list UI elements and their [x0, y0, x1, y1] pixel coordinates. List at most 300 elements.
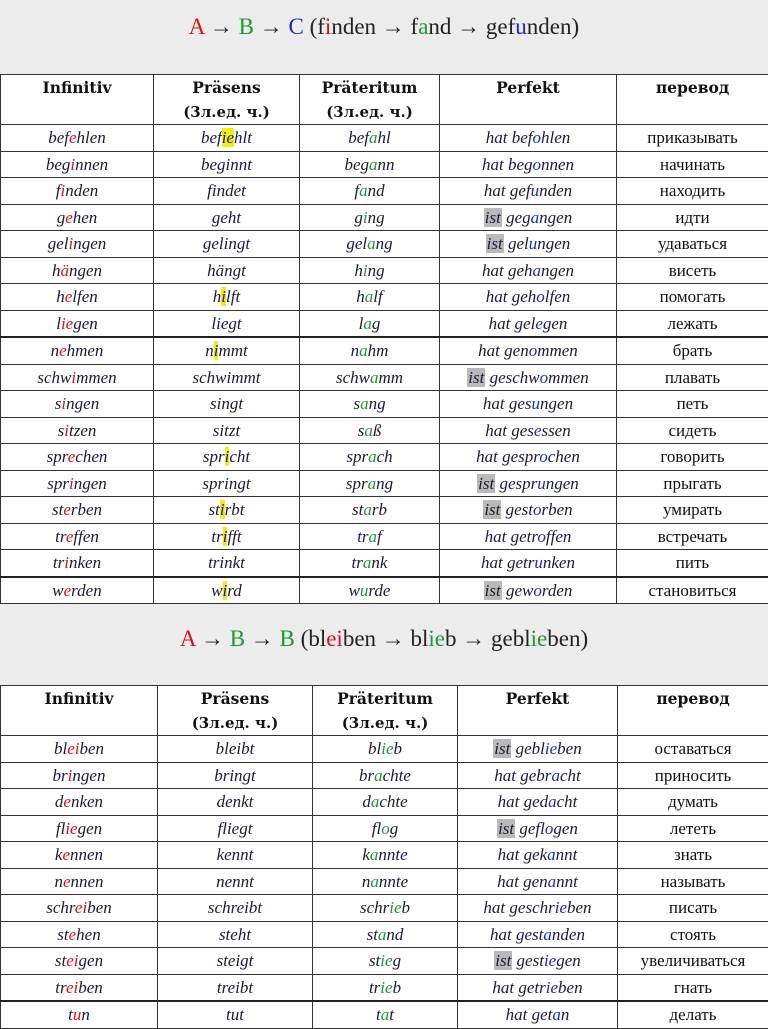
stem-start: gef [510, 181, 531, 200]
cell-perfekt [458, 868, 618, 895]
paren-close: ) [572, 14, 580, 39]
cell-perfekt [458, 974, 618, 1001]
stem-end: ng [376, 474, 393, 493]
label-a: A [180, 626, 195, 651]
stem-vowel: e [69, 925, 77, 944]
cell-praesens [154, 444, 300, 471]
stem-end: f [377, 527, 382, 546]
stem-start: beg [344, 155, 369, 174]
cell-perfekt [458, 895, 618, 922]
stem-vowel: a [368, 474, 377, 493]
auxiliary-verb: hat [483, 394, 505, 413]
stem-start: gest [506, 500, 533, 519]
cell-praeteritum [313, 842, 458, 869]
stem-end: t [389, 1005, 394, 1024]
stem-start: get [532, 1005, 553, 1024]
stem-start: d [362, 792, 371, 811]
stem-start: spr [346, 474, 368, 493]
auxiliary-verb: hat [482, 155, 504, 174]
stem-vowel: o [537, 527, 546, 546]
stem-vowel: e [63, 792, 71, 811]
stem-end: ben [87, 898, 112, 917]
stem-vowel: a [359, 341, 368, 360]
cell-praeteritum [313, 948, 458, 975]
stem-end: ben [557, 739, 582, 758]
cell-perfekt [440, 284, 617, 311]
stem-end: mmen [76, 368, 117, 387]
arrow: → [451, 14, 486, 39]
stem-vowel: i [223, 581, 228, 600]
cell-perevod: брать [617, 337, 768, 364]
table-row [1, 178, 768, 205]
stem-end: ngen [546, 474, 579, 493]
auxiliary-verb: hat [482, 261, 504, 280]
stem-vowel: u [534, 553, 543, 572]
stem-start: gebr [520, 766, 551, 785]
stem-vowel: ie [380, 951, 392, 970]
stem-vowel: ie [389, 898, 401, 917]
paren-open: ( [295, 626, 308, 651]
example-word-2: fand [411, 14, 452, 39]
auxiliary-verb: hat [498, 845, 520, 864]
cell-praesens [158, 948, 313, 975]
stem-vowel: u [529, 234, 538, 253]
stem-start: geh [512, 287, 537, 306]
section-title-abc [0, 14, 768, 40]
stem-start: gest [516, 925, 543, 944]
col-perevod: перевод [618, 686, 768, 736]
arrow: → [254, 14, 289, 39]
cell-praesens [158, 762, 313, 789]
cell-praesens [154, 550, 300, 577]
stem-vowel: ei [67, 739, 79, 758]
stem-start: n [54, 872, 63, 891]
cell-infinitiv [1, 842, 158, 869]
stem-vowel: i [61, 394, 66, 413]
stem-vowel: a [370, 845, 379, 864]
auxiliary-verb: hat [492, 978, 514, 997]
cell-perevod: становиться [617, 577, 768, 604]
example-word-2: blieb [411, 626, 457, 651]
stem-vowel: a [551, 766, 560, 785]
stem-vowel: o [533, 581, 542, 600]
stem-end: ng [368, 261, 385, 280]
stem-end: nden [552, 925, 585, 944]
cell-praeteritum [300, 178, 440, 205]
stem-vowel: ie [65, 819, 77, 838]
stem-start: gest [517, 951, 544, 970]
stem-start: bringt [214, 766, 256, 785]
col-perfekt: Perfekt [440, 75, 617, 125]
table-row [1, 204, 768, 231]
cell-perevod: начинать [617, 151, 768, 178]
stem-end: chen [548, 447, 580, 466]
stem-start: t [68, 1005, 73, 1024]
cell-praeteritum [313, 789, 458, 816]
cell-praeteritum [300, 417, 440, 444]
table-row [1, 815, 768, 842]
cell-praesens [154, 497, 300, 524]
stem-end: ngen [69, 261, 102, 280]
table-row [1, 444, 768, 471]
stem-start: tr [357, 527, 368, 546]
stem-start: treibt [217, 978, 253, 997]
stem-vowel: o [533, 500, 542, 519]
stem-start: st [209, 500, 220, 519]
cell-perevod: приказывать [617, 125, 768, 152]
stem-vowel: ie [216, 314, 228, 333]
section-title-abb [0, 626, 768, 652]
cell-praeteritum [313, 762, 458, 789]
cell-infinitiv [1, 497, 154, 524]
cell-praeteritum [300, 151, 440, 178]
table-body [1, 125, 768, 604]
stem-vowel: a [367, 234, 376, 253]
stem-start: tr [55, 978, 66, 997]
stem-end: ngen [537, 234, 570, 253]
cell-infinitiv [1, 364, 154, 391]
auxiliary-verb: ist [494, 951, 512, 970]
cell-praeteritum [300, 391, 440, 418]
stem-end: ß [373, 421, 382, 440]
auxiliary-verb: hat [494, 766, 516, 785]
stem-start: gebl [516, 739, 545, 758]
stem-end: cht [229, 447, 250, 466]
table-row [1, 974, 768, 1001]
stem-vowel: o [539, 447, 548, 466]
cell-perevod: знать [618, 842, 768, 869]
stem-end: chte [383, 766, 411, 785]
stem-start: ged [524, 792, 549, 811]
table-row [1, 125, 768, 152]
cell-perfekt [440, 417, 617, 444]
stem-end: hm [368, 341, 389, 360]
cell-perfekt [458, 842, 618, 869]
cell-praeteritum [313, 974, 458, 1001]
stem-start: spr [203, 447, 225, 466]
stem-start: schr [360, 898, 389, 917]
auxiliary-verb: ist [467, 368, 485, 387]
cell-praesens [154, 125, 300, 152]
stem-vowel: o [381, 819, 390, 838]
stem-start: l [211, 314, 216, 333]
cell-perevod: оставаться [618, 736, 768, 763]
stem-vowel: ä [60, 261, 69, 280]
cell-infinitiv [1, 310, 154, 337]
cell-praesens [154, 523, 300, 550]
stem-start: s [358, 421, 365, 440]
stem-vowel: a [543, 925, 552, 944]
stem-start: geschr [509, 898, 554, 917]
stem-start: n [205, 341, 214, 360]
stem-vowel: i [60, 181, 65, 200]
stem-end: nnte [379, 872, 408, 891]
cell-praeteritum [300, 497, 440, 524]
cell-praeteritum [300, 470, 440, 497]
stem-end: hlen [77, 128, 106, 147]
cell-perfekt [458, 736, 618, 763]
auxiliary-verb: hat [489, 314, 511, 333]
stem-end: rbt [225, 500, 245, 519]
table-body [1, 736, 768, 1029]
stem-end: ben [558, 978, 583, 997]
stem-vowel: a [531, 208, 540, 227]
stem-end: nden [539, 181, 572, 200]
table-row [1, 391, 768, 418]
cell-praesens [158, 868, 313, 895]
stem-start: w [52, 581, 63, 600]
table-row [1, 789, 768, 816]
stem-vowel: a [363, 314, 372, 333]
col-praeteritum: Präteritum (3л.ед. ч.) [313, 686, 458, 736]
cell-praeteritum [300, 284, 440, 311]
cell-infinitiv [1, 204, 154, 231]
cell-praesens [154, 151, 300, 178]
auxiliary-verb: hat [498, 792, 520, 811]
auxiliary-verb: ist [493, 739, 511, 758]
stem-vowel: u [73, 1005, 82, 1024]
stem-end: ngen [540, 394, 573, 413]
cell-praesens [158, 895, 313, 922]
stem-end: ben [567, 898, 592, 917]
stem-vowel: a [363, 553, 372, 572]
stem-vowel: e [64, 581, 72, 600]
cell-infinitiv [1, 577, 154, 604]
stem-start: spr [202, 474, 224, 493]
stem-end: lfen [72, 287, 98, 306]
auxiliary-verb: ist [477, 474, 495, 493]
stem-end: lfen [545, 287, 571, 306]
stem-vowel: e [220, 208, 228, 227]
stem-end: rde [368, 581, 390, 600]
stem-end: gen [78, 819, 103, 838]
auxiliary-verb: hat [483, 898, 505, 917]
stem-start: h [52, 261, 61, 280]
stem-start: gel [48, 234, 69, 253]
stem-vowel: e [66, 527, 74, 546]
stem-start: gew [506, 581, 533, 600]
stem-end: nk [371, 553, 387, 572]
table-row [1, 842, 768, 869]
stem-vowel: a [547, 845, 556, 864]
stem-vowel: e [59, 341, 67, 360]
cell-perfekt [440, 231, 617, 258]
cell-praeteritum [300, 444, 440, 471]
stem-start: bleibt [216, 739, 255, 758]
stem-end: nd [386, 925, 403, 944]
cell-perfekt [440, 497, 617, 524]
stem-vowel: i [217, 394, 222, 413]
arrow: → [457, 626, 492, 651]
example-word-3: geblieben [491, 626, 580, 651]
label-b: B [280, 626, 295, 651]
stem-vowel: a [548, 792, 557, 811]
label-a: A [189, 14, 204, 39]
cell-praeteritum [300, 550, 440, 577]
cell-perfekt [440, 257, 617, 284]
stem-start: spr [346, 447, 368, 466]
cell-praesens [154, 391, 300, 418]
stem-start: bef [48, 128, 69, 147]
stem-vowel: u [537, 474, 546, 493]
stem-end: n [561, 1005, 570, 1024]
stem-start: h [354, 261, 363, 280]
stem-start: k [55, 845, 63, 864]
cell-perfekt [458, 815, 618, 842]
stem-start: schw [37, 368, 71, 387]
cell-praeteritum [300, 125, 440, 152]
cell-praesens [154, 337, 300, 364]
cell-praesens [158, 921, 313, 948]
stem-start: g [57, 208, 66, 227]
example-word-3: gefunden [486, 14, 572, 39]
auxiliary-verb: hat [481, 553, 503, 572]
cell-perevod: находить [617, 178, 768, 205]
stem-end: hmen [67, 341, 104, 360]
stem-start: fl [56, 819, 65, 838]
auxiliary-verb: hat [476, 447, 498, 466]
cell-perevod: пить [617, 550, 768, 577]
stem-vowel: a [548, 872, 557, 891]
stem-end: nkt [224, 553, 245, 572]
auxiliary-verb: hat [485, 527, 507, 546]
stem-vowel: i [224, 234, 229, 253]
cell-perfekt [458, 762, 618, 789]
stem-end: fft [227, 527, 241, 546]
stem-start: s [353, 394, 360, 413]
stem-start: kennt [217, 845, 254, 864]
stem-start: st [55, 951, 66, 970]
cell-infinitiv [1, 337, 154, 364]
stem-start: beg [46, 155, 71, 174]
stem-start: gel [346, 234, 367, 253]
cell-praesens [154, 577, 300, 604]
stem-vowel: ie [222, 128, 234, 147]
cell-perfekt [440, 577, 617, 604]
stem-start: tr [208, 553, 219, 572]
stem-vowel: i [219, 553, 224, 572]
stem-vowel: e [65, 208, 73, 227]
cell-infinitiv [1, 868, 158, 895]
stem-vowel: i [225, 447, 230, 466]
stem-start: bef [201, 128, 222, 147]
cell-perfekt [458, 921, 618, 948]
stem-end: nn [378, 155, 395, 174]
stem-end: rben [71, 500, 102, 519]
stem-start: g [212, 208, 221, 227]
stem-vowel: i [214, 341, 219, 360]
stem-start: gel [515, 314, 536, 333]
stem-end: b [402, 898, 411, 917]
cell-praeteritum [300, 231, 440, 258]
stem-start: getr [511, 527, 538, 546]
stem-start: h [356, 287, 365, 306]
stem-start: w [211, 581, 222, 600]
cell-perevod: стоять [618, 921, 768, 948]
cell-praesens [154, 364, 300, 391]
stem-end: tzt [224, 421, 240, 440]
stem-start: t [376, 1005, 381, 1024]
stem-vowel: a [368, 447, 377, 466]
table-row [1, 895, 768, 922]
stem-vowel: i [220, 500, 225, 519]
stem-vowel: i [212, 181, 217, 200]
cell-perevod: удаваться [617, 231, 768, 258]
cell-perevod: гнать [618, 974, 768, 1001]
cell-perfekt [458, 789, 618, 816]
cell-infinitiv [1, 736, 158, 763]
cell-infinitiv [1, 762, 158, 789]
stem-start: gespr [499, 474, 537, 493]
cell-infinitiv [1, 470, 154, 497]
table-row [1, 417, 768, 444]
stem-vowel: u [532, 394, 541, 413]
table-row [1, 921, 768, 948]
stem-start: st [52, 500, 63, 519]
stem-start: k [362, 845, 370, 864]
stem-end: lf [373, 287, 382, 306]
stem-start: l [56, 314, 61, 333]
stem-vowel: e [534, 421, 542, 440]
stem-end: nnen [71, 872, 104, 891]
col-praeteritum: Präteritum (3л.ед. ч.) [300, 75, 440, 125]
cell-perfekt [440, 364, 617, 391]
col-perfekt: Perfekt [458, 686, 618, 736]
stem-end: hl [378, 128, 391, 147]
stem-end: ht [228, 208, 241, 227]
label-b: B [230, 626, 245, 651]
stem-end: hlt [234, 128, 252, 147]
cell-perevod: петь [617, 391, 768, 418]
example-word-1: finden [317, 14, 376, 39]
stem-vowel: i [363, 261, 368, 280]
stem-start: st [369, 951, 380, 970]
stem-end: mmt [231, 368, 260, 387]
stem-vowel: ei [66, 978, 78, 997]
stem-end: ngen [539, 208, 572, 227]
stem-start: gek [524, 845, 548, 864]
auxiliary-verb: ist [483, 500, 501, 519]
stem-start: beg [508, 155, 533, 174]
stem-start: s [210, 394, 217, 413]
cell-infinitiv [1, 948, 158, 975]
stem-end: nnen [75, 155, 108, 174]
stem-end: ngen [66, 394, 99, 413]
stem-start: f [207, 181, 212, 200]
stem-end: cht [557, 792, 578, 811]
stem-start: bl [368, 739, 381, 758]
table-row [1, 868, 768, 895]
stem-start: denkt [217, 792, 254, 811]
stem-start: gen [523, 872, 548, 891]
stem-end: nnen [70, 845, 103, 864]
table-row [1, 337, 768, 364]
auxiliary-verb: hat [506, 1005, 528, 1024]
stem-end: ngt [229, 474, 251, 493]
auxiliary-verb: hat [485, 421, 507, 440]
cell-praeteritum [300, 523, 440, 550]
cell-praeteritum [313, 921, 458, 948]
stem-vowel: e [65, 287, 73, 306]
stem-start: gefl [519, 819, 545, 838]
stem-end: tzen [69, 421, 96, 440]
cell-praesens [154, 417, 300, 444]
stem-vowel: i [219, 421, 224, 440]
stem-end: rden [71, 581, 102, 600]
cell-perevod: лежать [617, 310, 768, 337]
table-row [1, 948, 768, 975]
stem-vowel: i [226, 368, 231, 387]
